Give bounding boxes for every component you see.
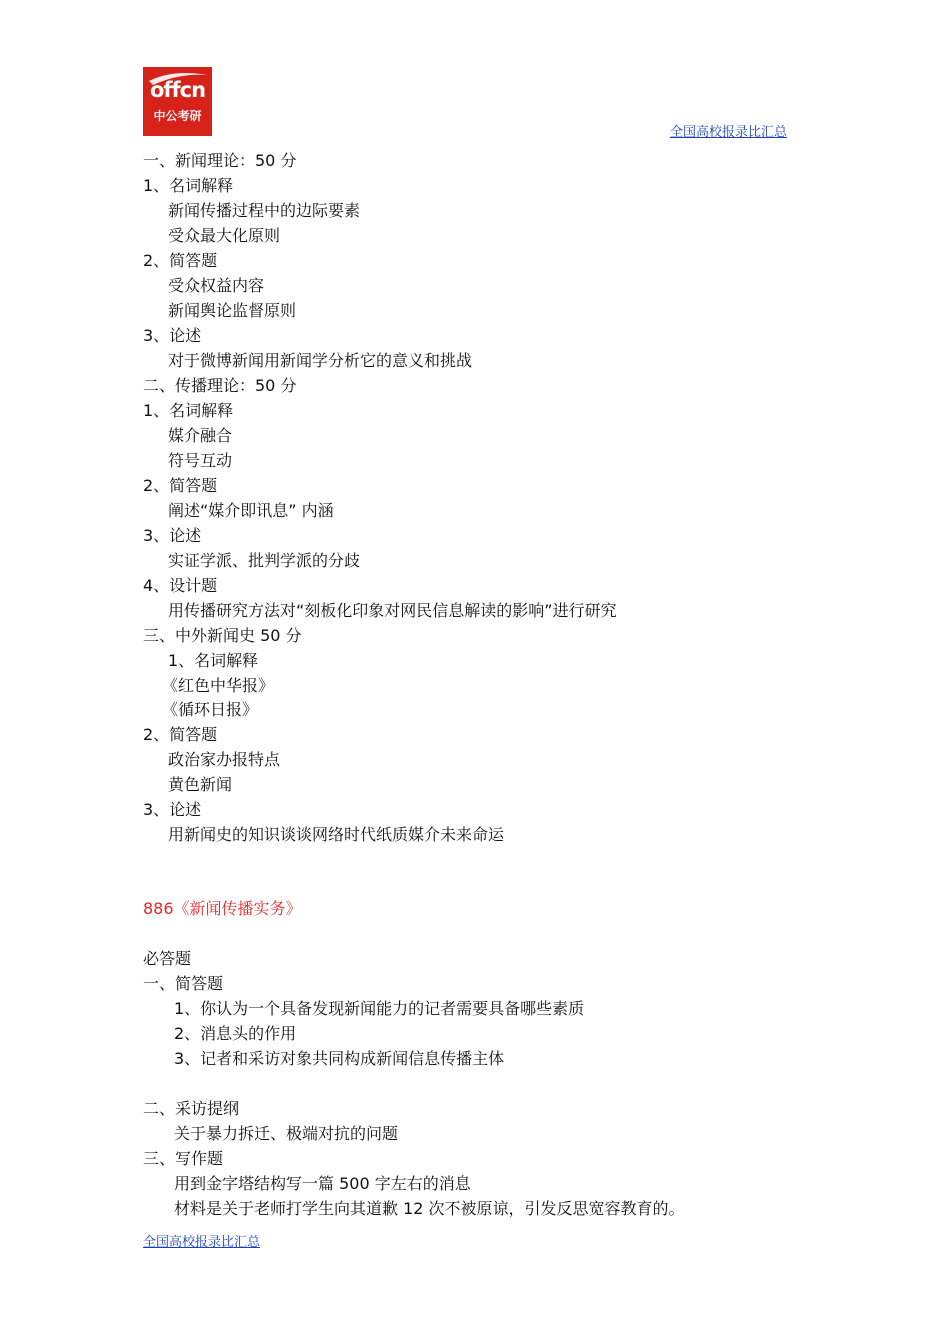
header-ratio-summary-link[interactable]: 全国高校报录比汇总 <box>670 125 788 140</box>
question-item: 新闻舆论监督原则 <box>168 301 297 320</box>
question-item: 用传播研究方法对“刻板化印象对网民信息解读的影响”进行研究 <box>168 601 617 620</box>
question-item: 符号互动 <box>168 451 233 470</box>
question-item: 实证学派、批判学派的分歧 <box>168 551 361 570</box>
part-heading: 三、写作题 <box>143 1149 224 1168</box>
question-item: 黄色新闻 <box>168 775 233 794</box>
section-heading: 三、中外新闻史 50 分 <box>143 626 302 645</box>
question-type-label: 2、简答题 <box>143 476 218 495</box>
footer-ratio-summary-link[interactable]: 全国高校报录比汇总 <box>143 1235 261 1250</box>
part-heading: 一、简答题 <box>143 974 224 993</box>
question-type-label: 3、论述 <box>143 526 202 545</box>
section-heading: 二、传播理论：50 分 <box>143 376 297 395</box>
question-item: 政治家办报特点 <box>168 750 281 769</box>
question-type-label: 3、论述 <box>143 800 202 819</box>
question-item: 关于暴力拆迁、极端对抗的问题 <box>174 1124 399 1143</box>
question-item: 受众权益内容 <box>168 276 265 295</box>
question-item: 媒介融合 <box>168 426 233 445</box>
question-item: 《循环日报》 <box>162 700 259 719</box>
question-item: 用新闻史的知识谈谈网络时代纸质媒介未来命运 <box>168 825 505 844</box>
question-item: 用到金字塔结构写一篇 500 字左右的消息 <box>174 1174 471 1193</box>
question-item: 《红色中华报》 <box>162 676 275 695</box>
question-item: 1、你认为一个具备发现新闻能力的记者需要具备哪些素质 <box>174 999 585 1018</box>
logo-name-text: 中公考研 <box>153 109 202 123</box>
question-type-label: 1、名词解释 <box>143 401 234 420</box>
question-type-label: 1、名词解释 <box>143 176 234 195</box>
offcn-logo <box>143 67 212 136</box>
question-type-label: 1、名词解释 <box>168 651 259 670</box>
question-type-label: 2、简答题 <box>143 251 218 270</box>
question-type-label: 3、论述 <box>143 326 202 345</box>
required-label: 必答题 <box>143 949 192 968</box>
question-item: 材料是关于老师打学生向其道歉 12 次不被原谅，引发反思宽容教育的。 <box>174 1199 685 1218</box>
question-type-label: 4、设计题 <box>143 576 218 595</box>
logo-brand-text: offcn <box>149 78 206 102</box>
part-heading: 二、采访提纲 <box>143 1099 240 1118</box>
question-item: 新闻传播过程中的边际要素 <box>168 201 361 220</box>
question-item: 2、消息头的作用 <box>174 1024 297 1043</box>
question-type-label: 2、简答题 <box>143 725 218 744</box>
question-item: 受众最大化原则 <box>168 226 281 245</box>
question-item: 阐述“媒介即讯息” 内涵 <box>168 501 334 520</box>
question-item: 3、记者和采访对象共同构成新闻信息传播主体 <box>174 1049 505 1068</box>
section-heading: 一、新闻理论：50 分 <box>143 151 297 170</box>
question-item: 对于微博新闻用新闻学分析它的意义和挑战 <box>168 351 473 370</box>
exam-886-title: 886《新闻传播实务》 <box>143 899 302 918</box>
